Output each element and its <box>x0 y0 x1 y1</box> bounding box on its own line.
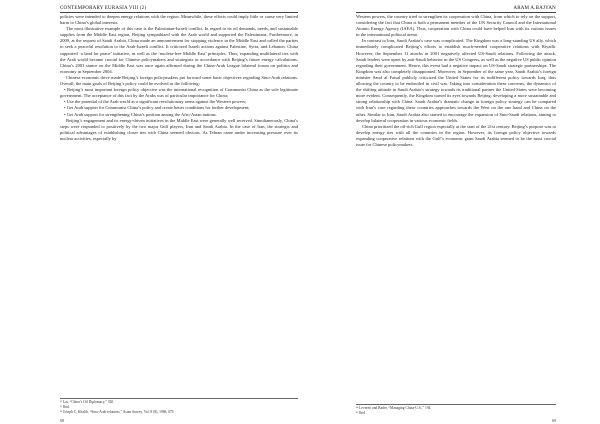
bullet-item: • Get Arab support for Communist China’s policy and create better conditions for further development; <box>64 105 250 111</box>
footnote: ¹³ Joseph C. Khalili, “Sino-Arab relations,” Asian Survey, Vol. 8 (8), 1968, 679. <box>60 410 175 414</box>
paragraph: China prioritized the oil-rich Gulf region especially at the start of the 21st century. Beijing’s purpose was to develop energy ties with all the countries in the region. However, its foreign policy objective towards expanding cooperative relations with the Gulf’s economic giant Saudi Arabia seemed to be the most crucial issue for Chinese policymakers. <box>356 123 556 147</box>
footnote: ¹² Ibid. <box>60 405 70 409</box>
right-page <box>356 0 556 424</box>
paragraph: Beijing’s engagement and its energy-driven initiatives in the Middle East were generally well received. Simultaneously, China’s steps were responded to positively by the two major Gulf players, Iran and Saudi Arabia. In the case of Iran, the strategic and political advantages of establishing closer ties with China seemed obvious. As Tehran came under increasing pressure over its nuclear activities, especially by <box>60 117 298 141</box>
bullet-item: • Beijing’s most important foreign policy objective was the international recognition of Communist China as the sole legitimate government. The acceptance of this fact by the Arabs was of particular importance for China; <box>60 87 298 99</box>
bullet-item: • Use the potential of the Arab world as a significant revolutionary arena against the Western powers; <box>64 99 247 105</box>
footnote: ¹⁵ Ibid. <box>356 411 366 415</box>
page-number: 69 <box>552 418 556 423</box>
paragraph: Western powers, the country tried to strengthen its cooperation with China, from which to rely on the support, considering the fact that China is both a permanent member of the UN Security Council and the International Atomic Energy Agency (IAEA). Thus, cooperation with China could have helped Iran with its various issues in the international political arena. <box>356 14 556 38</box>
footnote: ¹⁴ Leverett and Bader, “Managing China-U.S.,” 194. <box>356 406 432 410</box>
bullet-item: • Get Arab support for strengthening China’s position among the Afro-Asian nations. <box>64 111 217 117</box>
paragraph: policies were intended to deepen energy relations with the region. Meanwhile, these efforts could imply little or cause very limited harm to China’s global interests. <box>60 14 298 26</box>
author-name: ARAM A.BAJYAN <box>513 6 556 11</box>
paragraph: Chinese economic drive made Beijing’s foreign policymakers put forward some basic objectives regarding Sino-Arab relations. Overall, the main goals of Beijing’s policy could be evolved as the following: <box>60 74 298 87</box>
footnotes <box>60 398 298 415</box>
right-body-text <box>356 14 556 148</box>
left-page <box>60 0 298 424</box>
paragraph: The most illustrative example of this case is the Palestinian-Israeli conflict. In regard to its oil demands, needs, and sustainable supplies from the Middle East region, Beijing sympathized with the Arab world and supported the Palestinians. Furthermore, in 2009, at the request of Saudi Arabia, China made an announcement for stopping violence in the Middle East and called the parties to seek a peaceful resolution to the Arab-Israeli conflict. It criticized Israeli actions against Palestine, Syria, and Lebanon. China supported ‘a land for peace’ initiative, as well as the ‘nuclear-free Middle East’ principles. Thus, expanding multilateral ties with the Arab world became crucial for Chinese policymakers and strategists in accordance with Beijing’s future energy calculations. China’s 2003 stance on the Middle East was once again affirmed during the China-Arab League bilateral forum on politics and economy in September 2004. <box>60 26 298 74</box>
footnote: ¹¹ Lai, “China’s Oil Diplomacy,” 330. <box>60 400 115 404</box>
running-head <box>356 6 556 13</box>
running-head <box>60 6 298 13</box>
left-body-text <box>60 14 298 142</box>
journal-title: CONTEMPORARY EURASIA VIII (2) <box>60 6 147 11</box>
page-number: 68 <box>60 418 64 423</box>
footnotes <box>356 404 556 416</box>
paragraph: In contrast to Iran, Saudi Arabia’s case was complicated. The Kingdom was a long-standing US ally, which immediately complicated Beijing’s efforts to establish much-needed cooperative relations with Riyadh. However, the September 11 attacks in 2001 negatively affected US-Saudi relations. Following the attack, Saudi leaders were upset by anti-Saudi behavior in the US Congress, as well as the negative US public opinion regarding their government. Hence, this event had a negative impact on US-Saudi strategic partnerships. The Kingdom was also completely disappointed. Moreover, in September of the same year, Saudi Arabia’s foreign minister Saud al Faisal publicly criticized the United States for its indifferent policy towards Iraq, thus allowing the country to be embroiled in civil war. Taking into consideration these concerns, the dynamics of the shifting attitude in Saudi Arabia’s strategy towards its traditional partner the United States were becoming more evident. Consequently, the Kingdom turned its eyes towards Beijing, developing a more sustainable and strong relationship with China. Saudi Arabia’s dramatic change in foreign policy strategy can be compared with Iran’s case regarding these countries approaches towards the West on the one hand and China on the other. Similar to Iran, Saudi Arabia also started to encourage the expansion of Sino-Saudi relations, aiming to develop bilateral cooperation in various economic fields. <box>356 38 556 123</box>
